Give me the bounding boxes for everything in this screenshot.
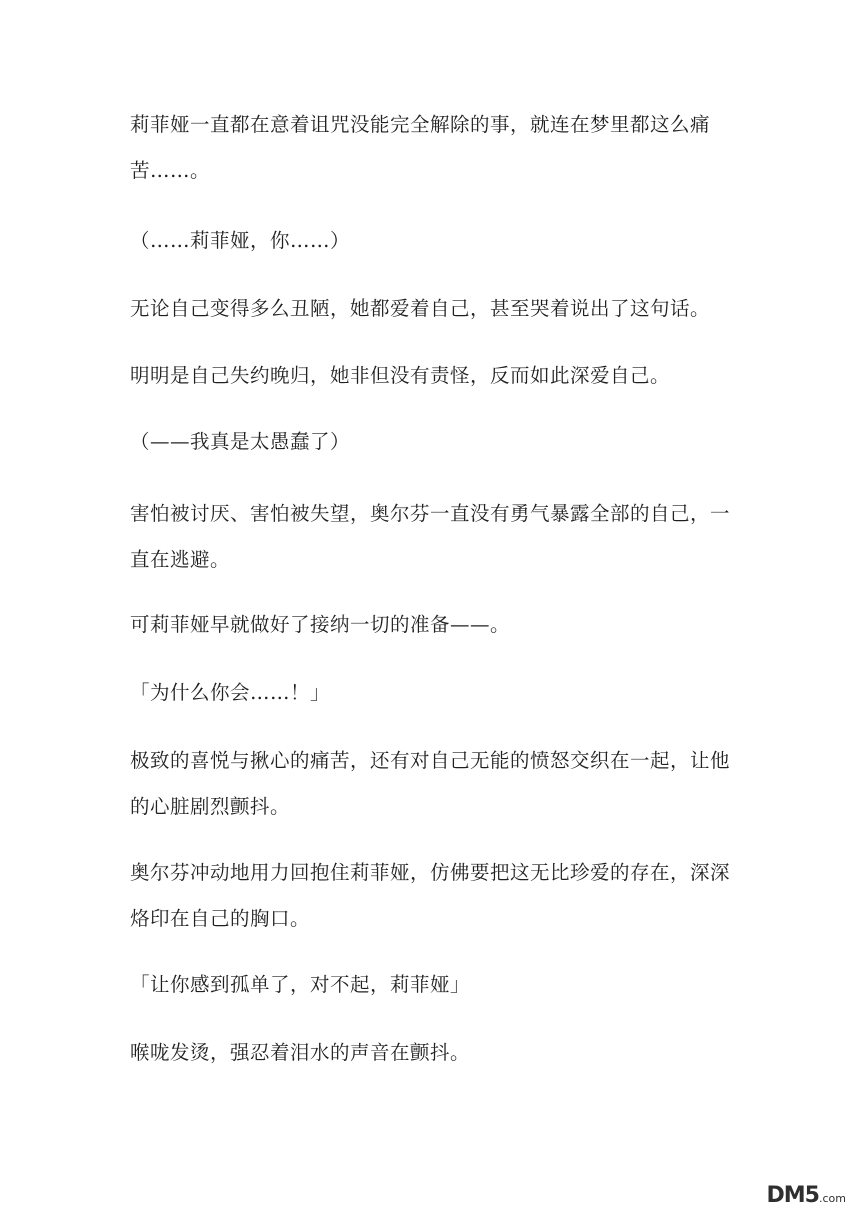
paragraph-8: 「为什么你会……！」 [130,681,331,704]
paragraph-4: 明明是自己失约晚归，她非但没有责怪，反而如此深爱自己。 [130,364,671,387]
paragraph-7: 可莉菲娅早就做好了接纳一切的准备——。 [130,613,511,636]
paragraph-11: 「让你感到孤单了，对不起，莉菲娅」 [130,973,471,996]
watermark-logo-text: DM5 [766,1183,819,1208]
paragraph-2: （……莉菲娅，你……） [130,229,351,252]
paragraph-5: （——我真是太愚蠢了） [130,430,351,453]
watermark-suffix: .com [819,1192,846,1205]
watermark-logo [767,1183,846,1208]
paragraph-1: 莉菲娅一直都在意着诅咒没能完全解除的事，就连在梦里都这么痛苦……。 [130,113,711,182]
paragraph-12: 喉咙发烫，强忍着泪水的声音在颤抖。 [130,1041,471,1064]
paragraph-3: 无论自己变得多么丑陋，她都爱着自己，甚至哭着说出了这句话。 [130,297,711,320]
paragraph-9: 极致的喜悦与揪心的痛苦，还有对自己无能的愤怒交织在一起，让他的心脏剧烈颤抖。 [130,749,731,818]
paragraph-6: 害怕被讨厌、害怕被失望，奥尔芬一直没有勇气暴露全部的自己，一直在逃避。 [130,502,731,571]
paragraph-10: 奥尔芬冲动地用力回抱住莉菲娅，仿佛要把这无比珍爱的存在，深深烙印在自己的胸口。 [130,861,731,930]
